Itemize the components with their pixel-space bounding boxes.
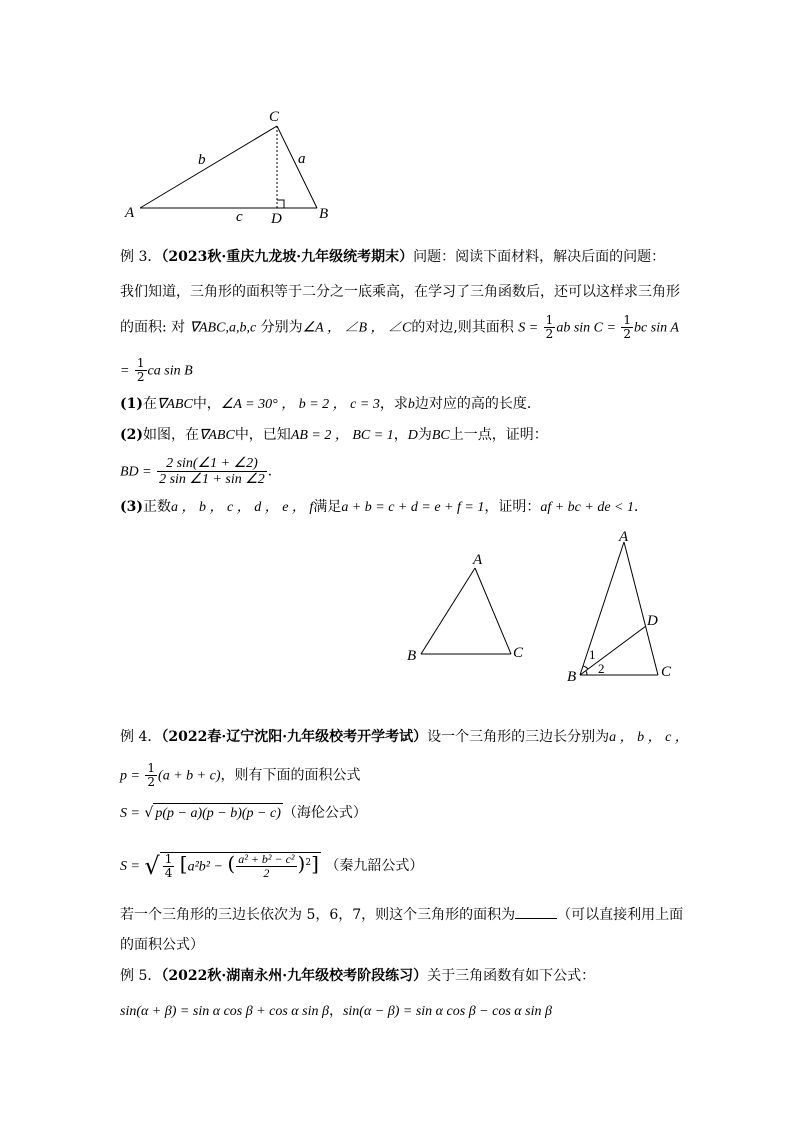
ex4-heading <box>120 727 689 748</box>
ex3-source: （2023秋·重庆九龙坡·九年级统考期末） <box>161 249 414 265</box>
ex4-question-cont: 的面积公式） <box>120 937 204 953</box>
answer-blank[interactable] <box>515 904 557 919</box>
bd-lhs: BD = <box>120 464 152 480</box>
label-a: a <box>298 151 306 167</box>
ex5-label: 例 5． <box>120 968 162 984</box>
figure-triangle-abc <box>402 548 532 668</box>
figure-triangle-bd <box>560 528 685 688</box>
ex3-bcsinA: bc sin A <box>634 320 679 336</box>
ex3-bd-formula: BD = $\frac{2 \sin(\angle 1 + \angle 2)}{2 \sin \angle 1 + \sin \angle 2}$ . <box>120 456 273 487</box>
ex4-half: $\frac{1}{2}$ <box>147 761 156 789</box>
ex3-q2: (2)如图，在∇ABC中，已知AB = 2 ， BC = 1，D为BC上一点，证明： <box>120 427 548 443</box>
label-A: A <box>125 205 135 221</box>
ex5-heading <box>120 966 595 986</box>
fig3-label-D: D <box>647 613 658 629</box>
label-D: D <box>271 211 282 227</box>
ex3-q1: (1)在∇ABC中，∠A = 30° ， b = 2 ， c = 3，求b边对应的高的长度． <box>120 396 541 412</box>
ex5-text: 关于三角函数有如下公式： <box>427 968 596 984</box>
ex3-text2d: ∠A ， ∠B ， ∠C <box>302 320 412 336</box>
fig2-label-A: A <box>473 552 483 568</box>
ex3-text2b: ,a,b,c <box>225 320 257 336</box>
ex4-p-line: p = $\frac{1}{2}$ (a + b + c)，则有下面的面积公式 <box>120 761 361 789</box>
ex4-question: 若一个三角形的三边长依次为 5，6，7，则这个三角形的面积为 （可以直接利用上面 <box>120 904 683 925</box>
ex4-text1: 设一个三角形的三边长分别为 <box>427 729 610 745</box>
label-C: C <box>269 109 280 125</box>
ex3-label: 例 3． <box>120 249 162 265</box>
label-b: b <box>198 152 206 168</box>
ex3-S: S = <box>518 320 539 336</box>
ex4-qin: S = √ $\frac{1}{4}$ [a²b² − ( $\frac{\text{a² + b² − c²}}{2}$ )$^2$] （秦九韶公式） <box>120 851 424 880</box>
ex3-heading <box>120 247 665 267</box>
fig3-label-A: A <box>619 529 629 545</box>
diff-formula: sin(α − β) = sin α cos β − cos α sin β <box>342 1004 552 1019</box>
ex3-text2a: 的面积: 对 <box>120 319 186 336</box>
fig3-angle-1: 1 <box>589 647 596 662</box>
figure-triangle-altitude <box>118 100 348 230</box>
sum-formula: sin(α + β) = sin α cos β + cos α sin β <box>120 1004 329 1019</box>
ex5-source: （2022秋·湖南永州·九年级校考阶段练习） <box>161 968 428 984</box>
ex3-half-1: $\frac{1}{2}$ <box>545 313 554 341</box>
ex3-text2e: 的对边,则其面积 <box>411 319 514 336</box>
ex3-half-2: $\frac{1}{2}$ <box>623 313 632 341</box>
label-B: B <box>319 206 329 222</box>
ex4-label: 例 4． <box>120 729 162 745</box>
fig2-label-B: B <box>407 648 417 664</box>
ex3-text3 <box>120 357 193 384</box>
ex3-triangle: ∇ABC <box>189 320 226 336</box>
ex3-eq3: = <box>120 363 130 379</box>
ex4-source: （2022春·辽宁沈阳·九年级校考开学考试） <box>161 729 428 745</box>
fig3-label-B: B <box>567 669 577 685</box>
label-c: c <box>236 209 243 225</box>
ex5-formulas: sin(α + β) = sin α cos β + cos α sin β，sin(α − β) = sin α cos β − cos α sin β <box>120 1003 552 1019</box>
fig2-label-C: C <box>513 645 524 661</box>
heron-radical: √ p(p − a)(p − b)(p − c) <box>144 805 282 821</box>
fig3-angle-2: 2 <box>598 661 605 676</box>
ex4-heron: S = √ p(p − a)(p − b)(p − c) （海伦公式） <box>120 803 367 824</box>
qin-radical: $\frac{1}{4}$ [a²b² − ( $\frac{\text{a² + b² − c²}}{2}$ )$^2$] <box>160 852 321 880</box>
ex3-text2 <box>120 314 679 341</box>
ex3-half-3: $\frac{1}{2}$ <box>136 356 145 384</box>
ex3-absinC: ab sin C = <box>556 320 616 336</box>
ex3-intro: 问题：阅读下面材料，解决后面的问题： <box>413 249 666 265</box>
ex3-q3: (3)正数a ， b ， c ， d ， e ， f满足a + b = c + d = e + f = 1，证明：af + bc + de < 1． <box>120 499 649 515</box>
bd-fraction: $\frac{2 \sin(\angle 1 + \angle 2)}{2 \sin \angle 1 + \sin \angle 2}$ <box>159 456 265 487</box>
ex4-vars: a ， b ， c ， <box>609 730 689 745</box>
ex3-text1: 我们知道，三角形的面积等于二分之一底乘高，在学习了三角函数后，还可以这样求三角形 <box>120 284 680 300</box>
fig3-label-C: C <box>661 664 672 680</box>
ex3-text2c: 分别为 <box>260 319 303 336</box>
ex3-casinB: ca sin B <box>147 363 193 379</box>
